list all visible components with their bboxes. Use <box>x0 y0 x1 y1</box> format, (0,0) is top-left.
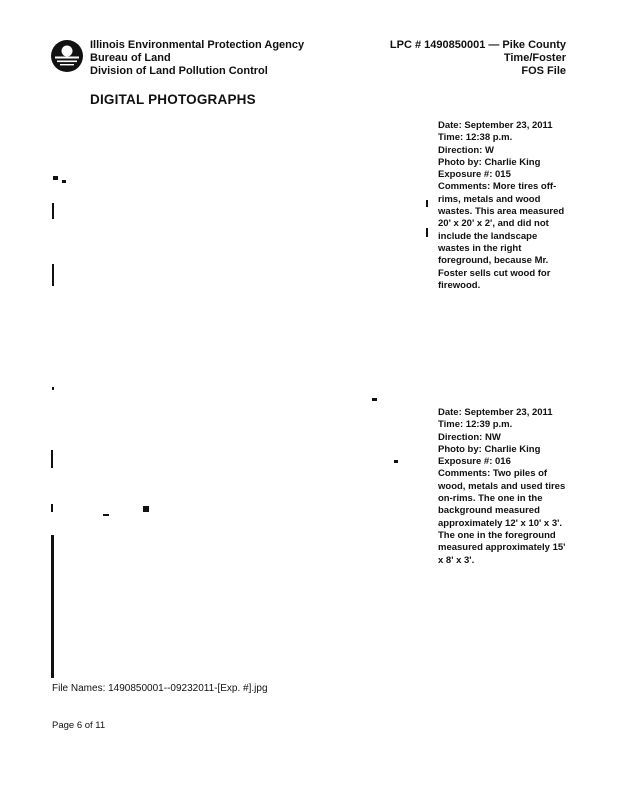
division-name: Division of Land Pollution Control <box>90 65 268 77</box>
scan-mark <box>53 176 58 180</box>
scan-mark <box>51 450 53 468</box>
scan-mark <box>372 398 377 401</box>
photo-2-caption <box>438 407 568 567</box>
page-number: Page 6 of 11 <box>52 720 106 731</box>
photo-date: Date: September 23, 2011 <box>438 407 553 418</box>
photo-exposure: Exposure #: 016 <box>438 456 511 468</box>
photo-direction: Direction: W <box>438 144 494 156</box>
photo-comments: Comments: Two piles of wood, metals and used tires on-rims. The one in the background measured approximately 12' x 10' x 3'. The one in the foreground measured approximately 15' x 8' x 3'. <box>438 468 566 566</box>
lpc-number: LPC # 1490850001 — Pike County <box>389 39 566 51</box>
bureau-name: Bureau of Land <box>90 52 171 64</box>
photo-date: Date: September 23, 2011 <box>438 120 553 131</box>
photo-photographer: Photo by: Charlie King <box>438 156 541 168</box>
scan-mark <box>143 506 149 512</box>
scan-mark <box>426 228 428 237</box>
site-name: Time/Foster <box>503 52 566 64</box>
agency-header <box>90 39 304 78</box>
scan-mark <box>103 514 109 516</box>
scan-mark <box>52 264 54 286</box>
photo-time: Time: 12:39 p.m. <box>438 419 513 431</box>
photo-comments: Comments: More tires off-rims, metals and wood wastes. This area measured 20' x 20' x 2', and did not include the landscape wastes in the right foreground, because Mr. Foster sells cut wood for firewood. <box>438 181 565 291</box>
photo-1-caption <box>438 120 568 292</box>
agency-name: Illinois Environmental Protection Agency <box>90 39 305 51</box>
photo-photographer: Photo by: Charlie King <box>438 443 541 455</box>
file-names: File Names: 1490850001--09232011-[Exp. #].jpg <box>52 683 268 694</box>
site-header <box>390 39 566 78</box>
scan-mark <box>394 460 398 463</box>
scan-mark <box>52 203 54 219</box>
scan-mark <box>52 387 54 390</box>
photo-time: Time: 12:38 p.m. <box>438 132 513 144</box>
photo-exposure: Exposure #: 015 <box>438 169 511 181</box>
document-title: DIGITAL PHOTOGRAPHS <box>90 92 256 107</box>
scan-mark <box>62 180 66 183</box>
scan-mark <box>426 200 428 207</box>
file-name: FOS File <box>521 65 566 77</box>
photo-direction: Direction: NW <box>438 431 501 443</box>
agency-seal-icon <box>50 39 84 73</box>
scan-mark <box>51 535 54 678</box>
scan-mark <box>51 504 53 512</box>
